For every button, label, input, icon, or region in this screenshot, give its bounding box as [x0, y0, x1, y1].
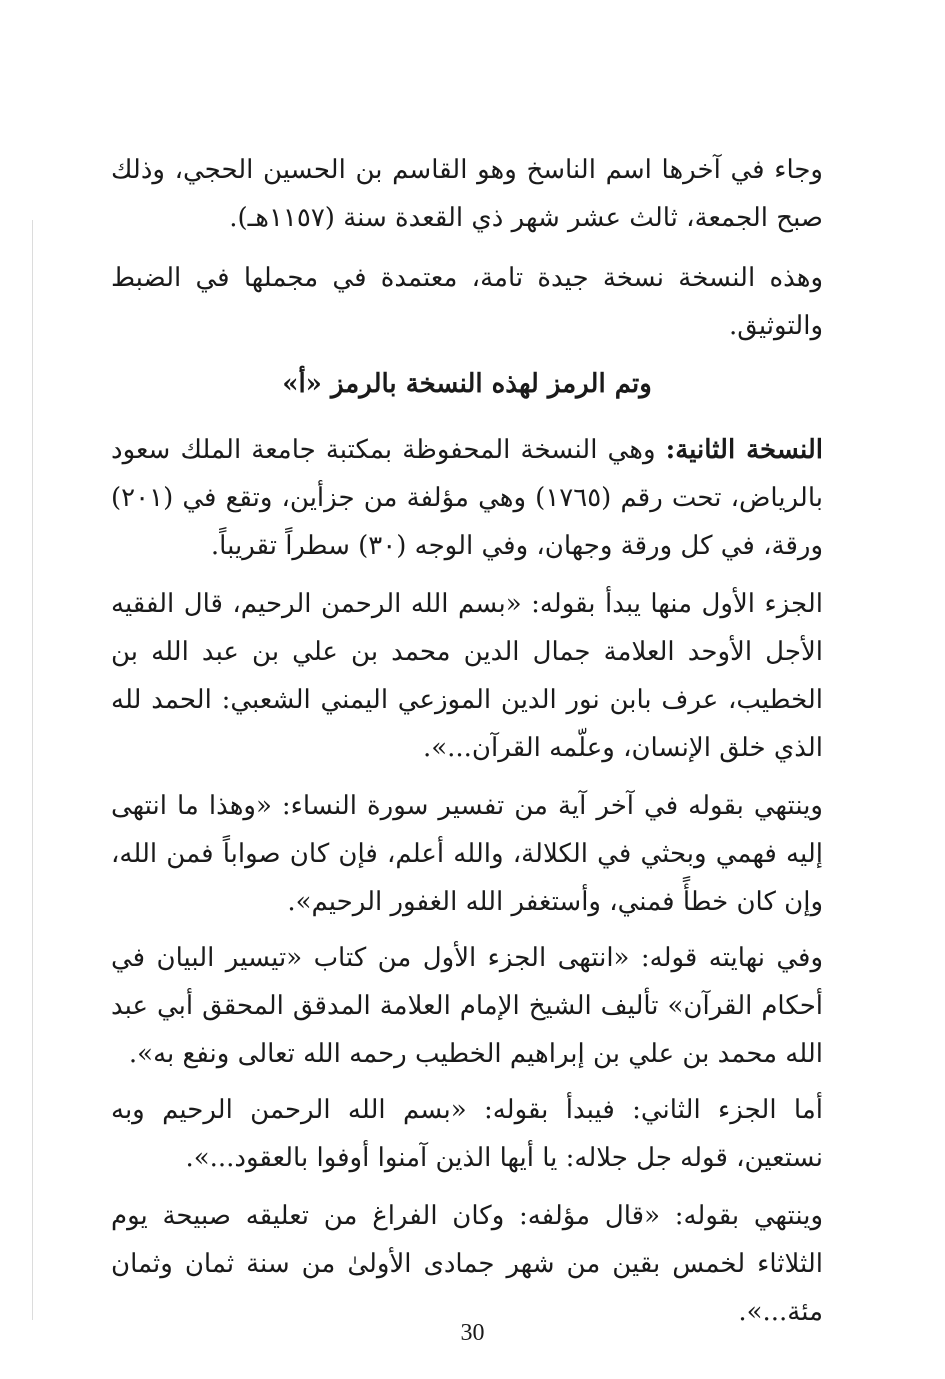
second-copy-text: وهي النسخة المحفوظة بمكتبة جامعة الملك سعود بالرياض، تحت رقم (١٧٦٥) وهي مؤلفة من جزأين، وتقع في (٢٠١) ورقة، في كل ورقة وجهان، وفي الوجه (٣٠) سطراً تقريباً. — [111, 435, 823, 561]
page-number: 30 — [460, 1320, 485, 1346]
paragraph-part-one-start: الجزء الأول منها يبدأ بقوله: «بسم الله الرحمن الرحيم، قال الفقيه الأجل الأوحد العلامة جمال الدين محمد بن علي بن عبد الله بن الخطيب، عرف بابن نور الدين الموزعي اليمني الشعبي: الحمد لله الذي خلق الإنسان، وعلّمه القرآن...». — [111, 589, 823, 763]
paragraph-part-one-colophon: وفي نهايته قوله: «انتهى الجزء الأول من كتاب «تيسير البيان في أحكام القرآن» تأليف الشيخ الإمام العلامة المدقق المحقق أبي عبد الله محمد بن علي بن إبراهيم الخطيب رحمه الله تعالى ونفع به». — [111, 943, 823, 1069]
paragraph-part-two-end: وينتهي بقوله: «قال مؤلفه: وكان الفراغ من تعليقه صبيحة يوم الثلاثاء لخمس بقين من شهر جمادى الأولىٰ من سنة ثمان وثمان مئة...». — [111, 1201, 823, 1327]
second-copy-label: النسخة الثانية: — [665, 435, 823, 465]
paragraph-part-two-start: أما الجزء الثاني: فيبدأ بقوله: «بسم الله الرحمن الرحيم وبه نستعين، قوله جل جلاله: يا أيها الذين آمنوا أوفوا بالعقود...». — [111, 1095, 823, 1173]
paragraph-part-one-end: وينتهي بقوله في آخر آية من تفسير سورة النساء: «وهذا ما انتهى إليه فهمي وبحثي في الكلالة، والله أعلم، فإن كان صواباً فمن الله، وإن كان خطأً فمني، وأستغفر الله الغفور الرحيم». — [111, 791, 823, 917]
paragraph-quality: وهذه النسخة نسخة جيدة تامة، معتمدة في مجملها في الضبط والتوثيق. — [111, 263, 823, 341]
page-fold-line — [32, 220, 33, 1320]
section-heading-symbol: وتم الرمز لهذه النسخة بالرمز «أ» — [282, 369, 652, 399]
paragraph-copyist: وجاء في آخرها اسم الناسخ وهو القاسم بن الحسين الحجي، وذلك صبح الجمعة، ثالث عشر شهر ذي القعدة سنة (١١٥٧هـ). — [111, 155, 823, 233]
paragraph-second-copy — [111, 426, 823, 570]
